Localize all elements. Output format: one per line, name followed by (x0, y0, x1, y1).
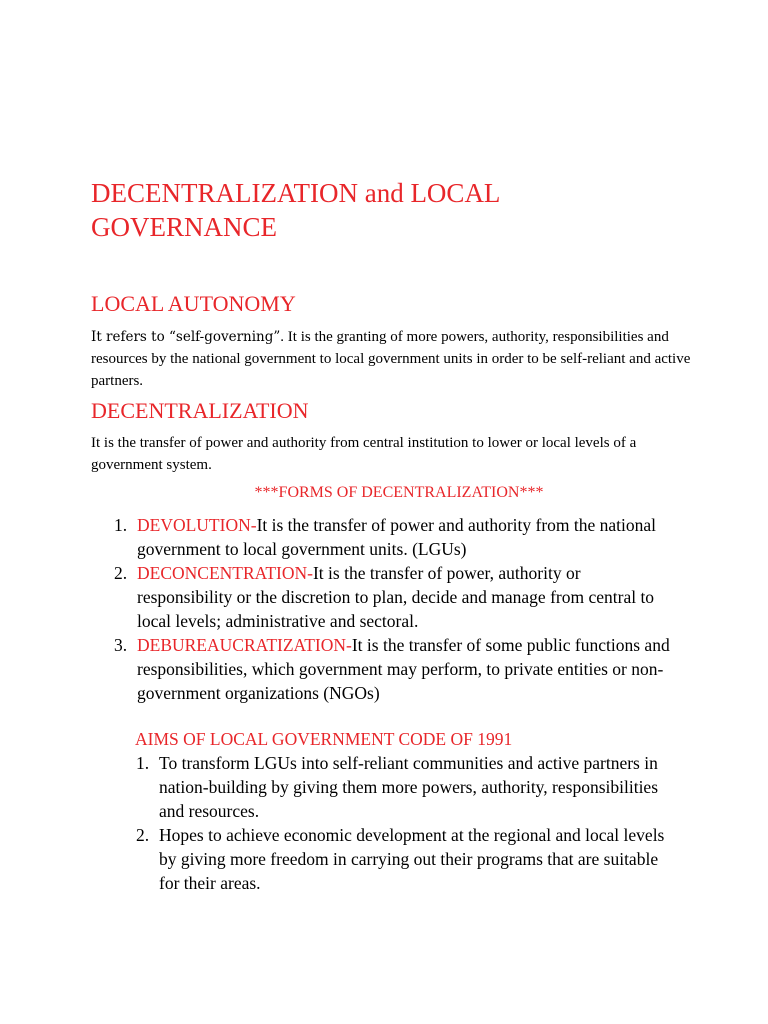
form-term: DECONCENTRATION- (137, 563, 313, 583)
list-item (114, 513, 674, 561)
local-autonomy-heading: LOCAL AUTONOMY (91, 291, 296, 316)
aim-description: Hopes to achieve economic development at the regional and local levels by giving more freedom in carrying out their programs that are suitable for their areas. (159, 825, 665, 893)
list-item (114, 561, 674, 633)
list-number: 1. (114, 515, 128, 535)
list-item (136, 751, 676, 823)
list-number: 1. (136, 753, 150, 773)
aim-description: To transform LGUs into self-reliant communities and active partners in nation-building by giving them more powers, authority, responsibilities and resources. (159, 753, 659, 821)
forms-heading: ***FORMS OF DECENTRALIZATION*** (254, 484, 544, 501)
decentralization-heading: DECENTRALIZATION (91, 398, 309, 423)
list-item (114, 633, 674, 705)
aims-list (136, 751, 676, 895)
document-title: DECENTRALIZATION and LOCAL GOVERNANCE (91, 178, 500, 242)
form-term: DEVOLUTION- (137, 515, 257, 535)
form-description: It is the transfer of power and authority from the national government to local government units. (LGUs) (137, 515, 657, 559)
list-item (136, 823, 676, 895)
list-number: 2. (136, 825, 150, 845)
aims-heading: AIMS OF LOCAL GOVERNMENT CODE OF 1991 (135, 729, 513, 749)
list-number: 3. (114, 635, 128, 655)
form-term: DEBUREAUCRATIZATION- (137, 635, 352, 655)
decentralization-definition: It is the transfer of power and authority from central institution to lower or local levels of a government system. (91, 435, 637, 473)
list-number: 2. (114, 563, 128, 583)
local-autonomy-definition (91, 326, 691, 392)
form-description: It is the transfer of power, authority or responsibility or the discretion to plan, decide and manage from central to local levels; administrative and sectoral. (137, 563, 655, 631)
forms-list (114, 513, 674, 705)
local-autonomy-text: . It is the granting of more powers, authority, responsibilities and resources by the national government to local government units in order to be self-reliant and active partners. (91, 329, 691, 389)
local-autonomy-lead: It refers to “self-governing” (91, 329, 281, 345)
form-description: It is the transfer of some public functions and responsibilities, which government may perform, to private entities or non-government organizations (NGOs) (137, 635, 670, 703)
